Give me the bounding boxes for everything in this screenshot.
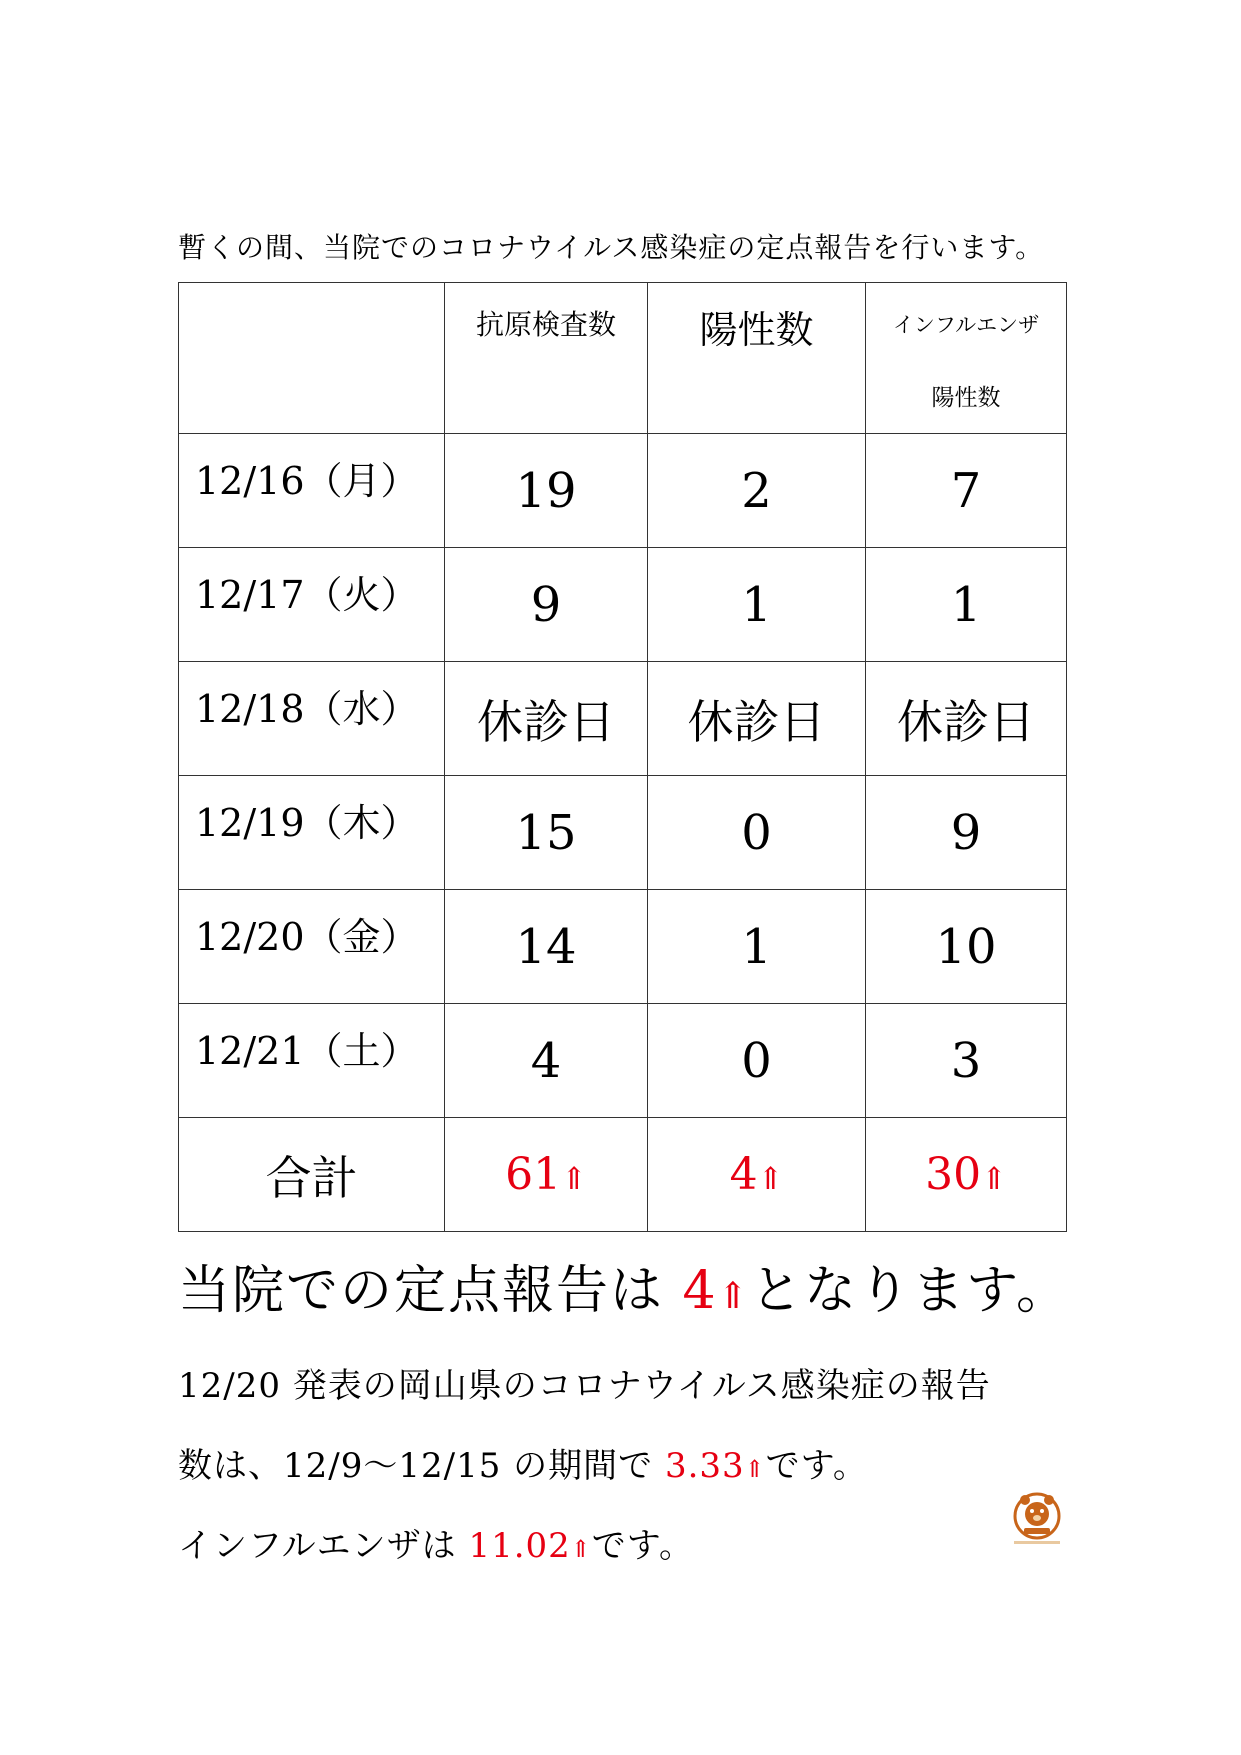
table-row [179,662,1067,776]
date-cell [179,776,445,890]
table-row [179,1004,1067,1118]
header-antigen-tests [445,283,648,434]
header-positives-label: 陽性数 [699,308,814,352]
up-arrow-icon: ⇑ [744,1455,766,1483]
logo-banner [1024,1528,1050,1534]
logo-muzzle [1033,1515,1041,1521]
positives-cell [648,776,866,890]
tests-value: 14 [515,918,577,975]
up-arrow-icon: ⇑ [717,1274,751,1317]
positives-value: 0 [741,804,772,861]
total-positives-value [730,1149,784,1200]
report-table [178,282,1067,1232]
summary-text [178,1248,1070,1323]
table-row [179,776,1067,890]
logo-bear-face [1025,1502,1049,1526]
date-label: 12/19（木） [195,801,419,845]
table-header-row [179,283,1067,434]
total-label-cell [179,1118,445,1232]
summary-prefix: 当院での定点報告は [178,1261,665,1321]
date-label: 12/16（月） [195,459,419,503]
summary-value [683,1261,751,1321]
positives-value: 2 [741,462,772,519]
header-blank-cell [179,283,445,434]
total-row [179,1118,1067,1232]
logo-right-eye [1040,1509,1044,1513]
flu-value: 10 [935,918,997,975]
header-antigen-tests-label: 抗原検査数 [475,308,616,341]
header-positives [648,283,866,434]
positives-cell [648,434,866,548]
date-cell [179,548,445,662]
up-arrow-icon: ⇑ [561,1161,587,1197]
total-positives-number: 4 [729,1149,758,1200]
total-tests-number: 61 [505,1149,562,1200]
table-row [179,434,1067,548]
tests-value: 15 [515,804,577,861]
up-arrow-icon: ⇑ [981,1161,1007,1197]
tests-value: 休診日 [477,694,615,749]
tests-cell [445,434,648,548]
prefecture-line-1: 12/20 発表の岡山県のコロナウイルス感染症の報告 [178,1366,991,1406]
flu-cell [866,662,1067,776]
positives-value: 1 [741,576,772,633]
logo-left-eye [1030,1509,1034,1513]
flu-value: 休診日 [897,694,1035,749]
summary-suffix: となります。 [750,1261,1070,1321]
logo-caption-mark [1014,1541,1060,1544]
header-influenza [866,283,1067,434]
up-arrow-icon: ⇑ [570,1535,592,1563]
flu-value: 3 [950,1032,982,1089]
total-tests-value [505,1149,587,1200]
tests-cell [445,1004,648,1118]
flu-cell [866,548,1067,662]
prefecture-line-3-suffix: です。 [591,1526,695,1566]
flu-cell [866,776,1067,890]
date-cell [179,662,445,776]
prefecture-flu-value [468,1526,591,1566]
flu-value: 7 [950,462,982,519]
summary-number: 4 [682,1261,718,1321]
date-cell [179,890,445,1004]
header-influenza-line2: 陽性数 [931,385,1001,411]
prefecture-line-2-prefix: 数は、12/9～12/15 の期間で [178,1446,654,1486]
total-positives-cell [648,1118,866,1232]
date-label: 12/20（金） [195,915,419,959]
tests-cell [445,662,648,776]
flu-cell [866,890,1067,1004]
positives-cell [648,1004,866,1118]
positives-value: 1 [741,918,772,975]
tests-value: 9 [530,576,562,633]
tests-value: 4 [530,1032,562,1089]
flu-value: 9 [950,804,982,861]
tests-value: 19 [515,462,577,519]
total-flu-cell [866,1118,1067,1232]
prefecture-covid-value [665,1446,766,1486]
date-label: 12/21（土） [195,1029,419,1073]
header-influenza-line1: インフルエンザ [892,313,1040,337]
positives-value: 休診日 [687,694,826,749]
clinic-logo-svg [1010,1490,1064,1548]
total-flu-number: 30 [925,1149,982,1200]
table-row [179,548,1067,662]
clinic-bear-logo-icon [1010,1490,1064,1548]
logo-left-ear [1020,1495,1030,1505]
date-label: 12/18（水） [195,687,419,731]
total-flu-value [925,1149,1007,1200]
prefecture-line-2 [178,1438,868,1487]
flu-cell [866,1004,1067,1118]
total-tests-cell [445,1118,648,1232]
date-cell [179,1004,445,1118]
flu-value: 1 [950,576,982,633]
prefecture-line-2-suffix: です。 [765,1446,868,1486]
tests-cell [445,890,648,1004]
date-cell [179,434,445,548]
positives-value: 0 [741,1032,772,1089]
logo-right-ear [1044,1495,1054,1505]
intro-text: 暫くの間、当院でのコロナウイルス感染症の定点報告を行います。 [178,231,1045,264]
table-row [179,890,1067,1004]
positives-cell [648,890,866,1004]
up-arrow-icon: ⇑ [757,1161,784,1197]
tests-cell [445,776,648,890]
total-label: 合計 [265,1150,358,1205]
tests-cell [445,548,648,662]
prefecture-line-3 [178,1518,694,1567]
prefecture-line-3-prefix: インフルエンザは [178,1526,457,1566]
positives-cell [648,548,866,662]
positives-cell [648,662,866,776]
prefecture-flu-number: 11.02 [468,1526,571,1566]
flu-cell [866,434,1067,548]
prefecture-covid-number: 3.33 [664,1446,745,1486]
date-label: 12/17（火） [195,573,419,617]
